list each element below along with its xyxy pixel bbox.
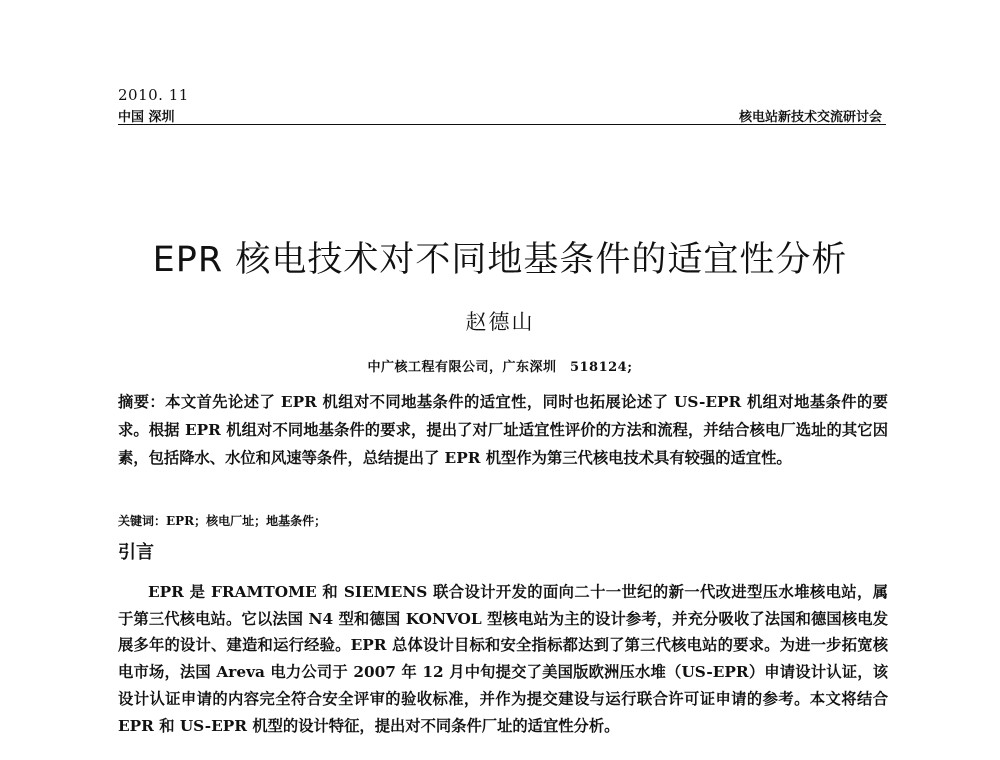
header-year: 2010. 11 (118, 86, 189, 104)
keywords (118, 512, 888, 529)
abstract-text: 本文首先论述了 EPR 机组对不同地基条件的适宜性，同时也拓展论述了 US-EPR 机组对地基条件的要求。根据 EPR 机组对不同地基条件的要求，提出了对厂址适宜性评价的方法和流程，并结合核电厂选址的其它因素，包括降水、水位和风速等条件，总结提出了 EPR 机型作为第三代核电技术具有较强的适宜性。 (118, 393, 888, 467)
section-heading-intro: 引言 (118, 542, 154, 563)
keywords-text: EPR；核电厂址；地基条件； (166, 514, 327, 528)
abstract-label: 摘要： (118, 393, 166, 411)
intro-paragraph: EPR 是 FRAMTOME 和 SIEMENS 联合设计开发的面向二十一世纪的新一代改进型压水堆核电站，属于第三代核电站。它以法国 N4 型和德国 KONVOL 型核电站为主的设计参考，并充分吸收了法国和德国核电发展多年的设计、建造和运行经验。EPR 总体设计目标和安全指标都达到了第三代核电站的要求。为进一步拓宽核电市场，法国 Areva 电力公司于 2007 年 12 月中旬提交了美国版欧洲压水堆（US-EPR）申请设计认证，该设计认证申请的内容完全符合安全评审的验收标准，并作为提交建设与运行联合许可证申请的参考。本文将结合 EPR 和 US-EPR 机型的设计特征，提出对不同条件厂址的适宜性分析。 (118, 583, 888, 735)
paper-author: 赵德山 (465, 310, 535, 334)
paper-affiliation: 中广核工程有限公司，广东深圳 518124; (367, 360, 633, 375)
abstract (118, 388, 888, 472)
paper-title: EPR 核电技术对不同地基条件的适宜性分析 (152, 240, 848, 280)
keywords-label: 关键词： (118, 514, 167, 528)
header-rule (118, 124, 886, 125)
header-conference: 核电站新技术交流研讨会 (738, 110, 882, 125)
header-location: 中国 深圳 (118, 110, 175, 125)
